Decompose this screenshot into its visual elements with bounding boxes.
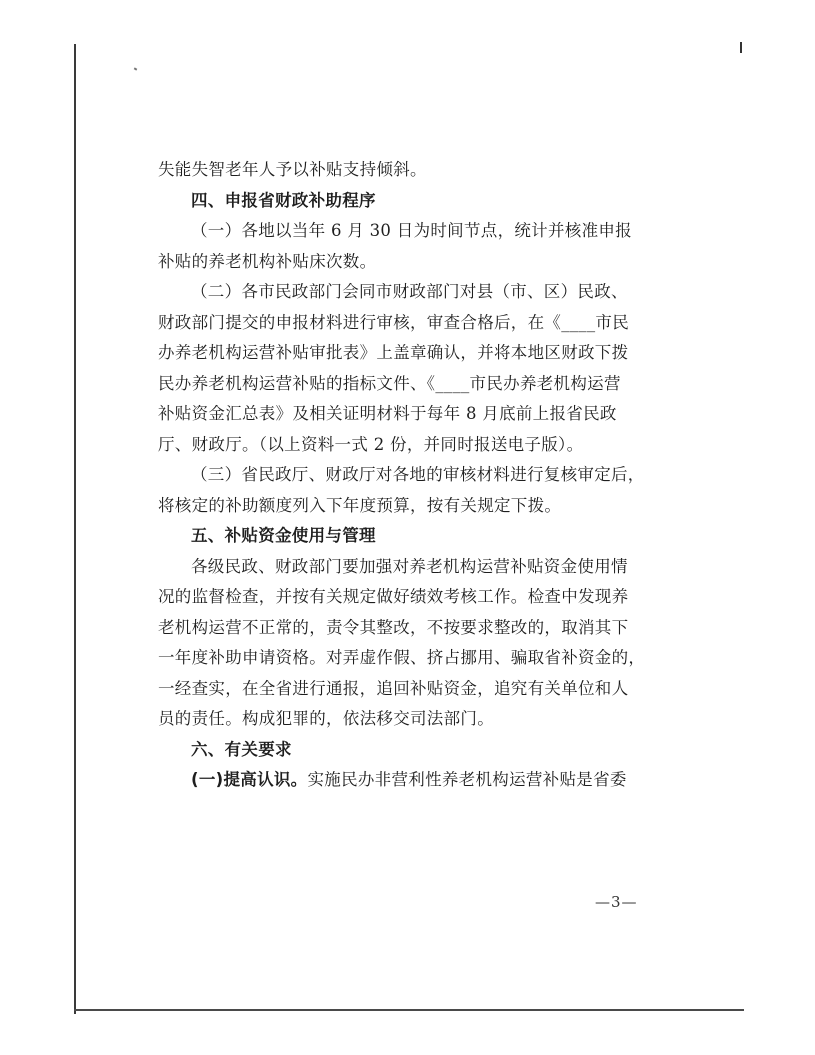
scan-bottom-edge	[74, 1009, 744, 1011]
paragraph-line: 补贴资金汇总表》及相关证明材料于每年 8 月底前上报省民政	[158, 404, 617, 423]
paragraph-text: 实施民办非营利性养老机构运营补贴是省委	[307, 770, 627, 789]
scan-speck	[134, 67, 138, 70]
page-number: —3—	[595, 893, 638, 911]
scan-left-edge	[74, 44, 76, 1014]
paragraph-line: 老机构运营不正常的，责令其整改，不按要求整改的，取消其下	[158, 617, 629, 637]
paragraph-line: 民办养老机构运营补贴的指标文件、《____市民办养老机构运营	[158, 373, 621, 393]
paragraph-line: 员的责任。构成犯罪的，依法移交司法部门。	[158, 709, 494, 728]
scan-top-mark	[740, 42, 742, 53]
section-heading-4: 四、申报省财政补助程序	[191, 190, 376, 210]
paragraph-line	[158, 765, 663, 796]
paragraph-line: 厅、财政厅。（以上资料一式 2 份，并同时报送电子版）。	[158, 434, 584, 454]
paragraph-line: 补贴的养老机构补贴床次数。	[158, 251, 377, 271]
paragraph-line: 一年度补助申请资格。对弄虚作假、挤占挪用、骗取省补资金的，	[158, 648, 646, 667]
paragraph-line: 办养老机构运营补贴审批表》上盖章确认，并将本地区财政下拨	[158, 343, 629, 362]
paragraph-line: 财政部门提交的申报材料进行审核，审查合格后，在《____市民	[158, 312, 629, 332]
section-heading-6: 六、有关要求	[191, 739, 292, 759]
paragraph-line: （二）各市民政部门会同市财政部门对县（市、区）民政、	[191, 282, 628, 301]
paragraph-line: （一）各地以当年 6 月 30 日为时间节点，统计并核准申报	[191, 221, 632, 240]
paragraph-line: 将核定的补助额度列入下年度预算，按有关规定下拨。	[158, 495, 562, 515]
paragraph-line: 一经查实，在全省进行通报，追回补贴资金，追究有关单位和人	[158, 678, 629, 698]
section-heading-5: 五、补贴资金使用与管理	[191, 526, 376, 545]
paragraph-line: 各级民政、财政部门要加强对养老机构运营补贴资金使用情	[191, 556, 628, 576]
subheading-raise-awareness: (一)提高认识。	[191, 770, 308, 789]
document-body	[158, 155, 663, 796]
paragraph-line: （三）省民政厅、财政厅对各地的审核材料进行复核审定后，	[191, 465, 645, 484]
paragraph-line: 失能失智老年人予以补贴支持倾斜。	[158, 160, 427, 179]
paragraph-line: 况的监督检查，并按有关规定做好绩效考核工作。检查中发现养	[158, 587, 629, 606]
